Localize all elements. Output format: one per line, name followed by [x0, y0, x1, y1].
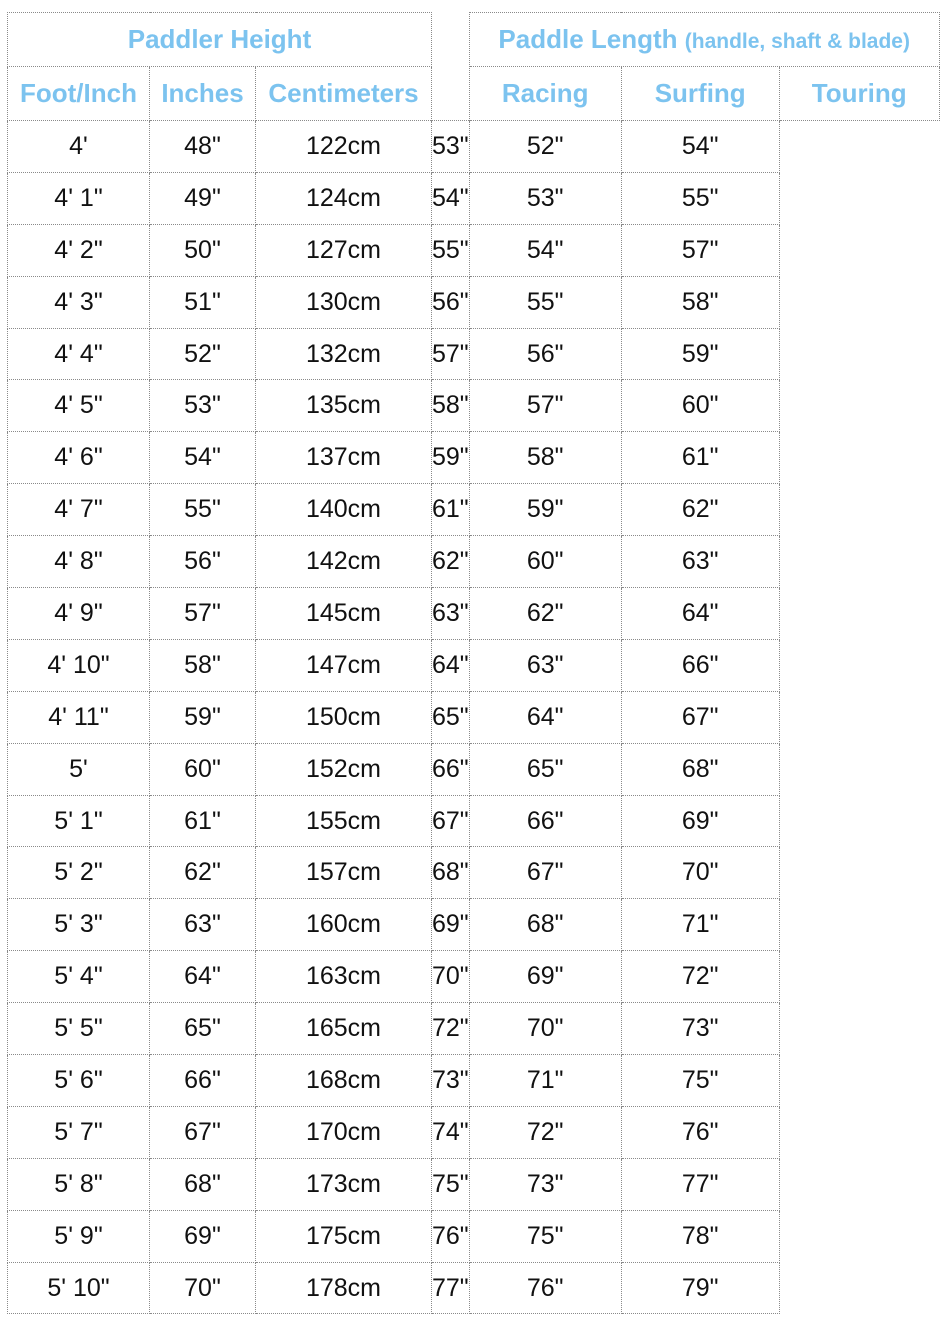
surfing-cell: 63": [469, 639, 621, 691]
table-row: [8, 1003, 940, 1055]
foot-inch-cell: 4' 11": [8, 691, 150, 743]
table-row: [8, 328, 940, 380]
inches-cell: 70": [150, 1262, 256, 1314]
centimeters-cell: 152cm: [256, 743, 432, 795]
surfing-cell: 62": [469, 588, 621, 640]
centimeters-cell: 150cm: [256, 691, 432, 743]
centimeters-cell: 175cm: [256, 1210, 432, 1262]
inches-cell: 69": [150, 1210, 256, 1262]
inches-cell: 54": [150, 432, 256, 484]
surfing-cell: 71": [469, 1055, 621, 1107]
foot-inch-cell: 4' 10": [8, 639, 150, 691]
surfing-cell: 60": [469, 536, 621, 588]
centimeters-cell: 168cm: [256, 1055, 432, 1107]
paddle-length-note: (handle, shaft & blade): [684, 30, 910, 53]
touring-cell: 78": [621, 1210, 779, 1262]
foot-inch-cell: 5' 5": [8, 1003, 150, 1055]
inches-cell: 56": [150, 536, 256, 588]
centimeters-cell: 124cm: [256, 172, 432, 224]
touring-cell: 79": [621, 1262, 779, 1314]
touring-cell: 73": [621, 1003, 779, 1055]
inches-cell: 65": [150, 1003, 256, 1055]
col-header-surfing: Surfing: [621, 67, 779, 121]
touring-cell: 64": [621, 588, 779, 640]
touring-cell: 77": [621, 1158, 779, 1210]
table-row: [8, 1262, 940, 1314]
touring-cell: 55": [621, 172, 779, 224]
touring-cell: 72": [621, 951, 779, 1003]
table-row: [8, 1158, 940, 1210]
racing-cell: 55": [432, 224, 470, 276]
touring-cell: 69": [621, 795, 779, 847]
surfing-cell: 54": [469, 224, 621, 276]
foot-inch-cell: 5' 6": [8, 1055, 150, 1107]
racing-cell: 75": [432, 1158, 470, 1210]
centimeters-cell: 130cm: [256, 276, 432, 328]
racing-cell: 67": [432, 795, 470, 847]
column-header-row: [8, 67, 940, 121]
foot-inch-cell: 4' 9": [8, 588, 150, 640]
inches-cell: 60": [150, 743, 256, 795]
racing-cell: 61": [432, 484, 470, 536]
touring-cell: 61": [621, 432, 779, 484]
foot-inch-cell: 4' 6": [8, 432, 150, 484]
inches-cell: 48": [150, 121, 256, 173]
foot-inch-cell: 4' 5": [8, 380, 150, 432]
inches-cell: 49": [150, 172, 256, 224]
touring-cell: 59": [621, 328, 779, 380]
inches-cell: 59": [150, 691, 256, 743]
touring-cell: 76": [621, 1106, 779, 1158]
surfing-cell: 75": [469, 1210, 621, 1262]
col-header-foot-inch: Foot/Inch: [8, 67, 150, 121]
col-header-inches: Inches: [150, 67, 256, 121]
foot-inch-cell: 4' 3": [8, 276, 150, 328]
inches-cell: 55": [150, 484, 256, 536]
centimeters-cell: 132cm: [256, 328, 432, 380]
touring-cell: 63": [621, 536, 779, 588]
foot-inch-cell: 5' 2": [8, 847, 150, 899]
inches-cell: 61": [150, 795, 256, 847]
col-header-racing: Racing: [469, 67, 621, 121]
surfing-cell: 58": [469, 432, 621, 484]
racing-cell: 53": [432, 121, 470, 173]
racing-cell: 66": [432, 743, 470, 795]
size-chart: [7, 12, 940, 1314]
centimeters-cell: 157cm: [256, 847, 432, 899]
table-row: [8, 484, 940, 536]
surfing-cell: 57": [469, 380, 621, 432]
foot-inch-cell: 4' 4": [8, 328, 150, 380]
group-header-row: [8, 13, 940, 67]
touring-cell: 67": [621, 691, 779, 743]
racing-cell: 56": [432, 276, 470, 328]
surfing-cell: 67": [469, 847, 621, 899]
inches-cell: 68": [150, 1158, 256, 1210]
centimeters-cell: 145cm: [256, 588, 432, 640]
centimeters-cell: 135cm: [256, 380, 432, 432]
racing-cell: 69": [432, 899, 470, 951]
foot-inch-cell: 5' 1": [8, 795, 150, 847]
surfing-cell: 64": [469, 691, 621, 743]
inches-cell: 53": [150, 380, 256, 432]
inches-cell: 57": [150, 588, 256, 640]
racing-cell: 63": [432, 588, 470, 640]
inches-cell: 66": [150, 1055, 256, 1107]
inches-cell: 64": [150, 951, 256, 1003]
table-row: [8, 639, 940, 691]
touring-cell: 66": [621, 639, 779, 691]
centimeters-cell: 173cm: [256, 1158, 432, 1210]
surfing-cell: 52": [469, 121, 621, 173]
surfing-cell: 68": [469, 899, 621, 951]
centimeters-cell: 178cm: [256, 1262, 432, 1314]
surfing-cell: 66": [469, 795, 621, 847]
surfing-cell: 76": [469, 1262, 621, 1314]
touring-cell: 75": [621, 1055, 779, 1107]
touring-cell: 70": [621, 847, 779, 899]
paddle-length-title: Paddle Length: [498, 24, 678, 54]
surfing-cell: 56": [469, 328, 621, 380]
column-gap: [432, 13, 470, 121]
racing-cell: 62": [432, 536, 470, 588]
paddler-height-header: Paddler Height: [8, 13, 432, 67]
centimeters-cell: 127cm: [256, 224, 432, 276]
surfing-cell: 55": [469, 276, 621, 328]
foot-inch-cell: 5' 9": [8, 1210, 150, 1262]
foot-inch-cell: 5' 4": [8, 951, 150, 1003]
col-header-touring: Touring: [779, 67, 939, 121]
surfing-cell: 53": [469, 172, 621, 224]
table-row: [8, 1106, 940, 1158]
surfing-cell: 72": [469, 1106, 621, 1158]
touring-cell: 57": [621, 224, 779, 276]
table-row: [8, 951, 940, 1003]
racing-cell: 72": [432, 1003, 470, 1055]
table-row: [8, 743, 940, 795]
touring-cell: 54": [621, 121, 779, 173]
touring-cell: 71": [621, 899, 779, 951]
surfing-cell: 69": [469, 951, 621, 1003]
table-row: [8, 121, 940, 173]
foot-inch-cell: 5' 3": [8, 899, 150, 951]
racing-cell: 65": [432, 691, 470, 743]
racing-cell: 58": [432, 380, 470, 432]
foot-inch-cell: 4' 7": [8, 484, 150, 536]
centimeters-cell: 140cm: [256, 484, 432, 536]
surfing-cell: 65": [469, 743, 621, 795]
inches-cell: 52": [150, 328, 256, 380]
foot-inch-cell: 4' 8": [8, 536, 150, 588]
table-row: [8, 1055, 940, 1107]
touring-cell: 68": [621, 743, 779, 795]
centimeters-cell: 137cm: [256, 432, 432, 484]
table-row: [8, 588, 940, 640]
foot-inch-cell: 5' 8": [8, 1158, 150, 1210]
col-header-centimeters: Centimeters: [256, 67, 432, 121]
table-row: [8, 691, 940, 743]
table-row: [8, 795, 940, 847]
paddle-length-table: [7, 12, 940, 1314]
touring-cell: 58": [621, 276, 779, 328]
foot-inch-cell: 4' 1": [8, 172, 150, 224]
foot-inch-cell: 5' 10": [8, 1262, 150, 1314]
table-body: [8, 121, 940, 1314]
touring-cell: 60": [621, 380, 779, 432]
racing-cell: 77": [432, 1262, 470, 1314]
foot-inch-cell: 5' 7": [8, 1106, 150, 1158]
table-row: [8, 224, 940, 276]
table-row: [8, 172, 940, 224]
inches-cell: 51": [150, 276, 256, 328]
foot-inch-cell: 5': [8, 743, 150, 795]
inches-cell: 67": [150, 1106, 256, 1158]
racing-cell: 76": [432, 1210, 470, 1262]
centimeters-cell: 142cm: [256, 536, 432, 588]
inches-cell: 50": [150, 224, 256, 276]
racing-cell: 54": [432, 172, 470, 224]
paddle-length-header: [469, 13, 939, 67]
surfing-cell: 59": [469, 484, 621, 536]
table-row: [8, 536, 940, 588]
table-row: [8, 432, 940, 484]
racing-cell: 64": [432, 639, 470, 691]
table-row: [8, 847, 940, 899]
foot-inch-cell: 4': [8, 121, 150, 173]
centimeters-cell: 165cm: [256, 1003, 432, 1055]
centimeters-cell: 170cm: [256, 1106, 432, 1158]
racing-cell: 59": [432, 432, 470, 484]
centimeters-cell: 122cm: [256, 121, 432, 173]
surfing-cell: 70": [469, 1003, 621, 1055]
centimeters-cell: 155cm: [256, 795, 432, 847]
centimeters-cell: 163cm: [256, 951, 432, 1003]
inches-cell: 58": [150, 639, 256, 691]
racing-cell: 74": [432, 1106, 470, 1158]
racing-cell: 57": [432, 328, 470, 380]
surfing-cell: 73": [469, 1158, 621, 1210]
racing-cell: 70": [432, 951, 470, 1003]
centimeters-cell: 147cm: [256, 639, 432, 691]
foot-inch-cell: 4' 2": [8, 224, 150, 276]
table-row: [8, 899, 940, 951]
racing-cell: 73": [432, 1055, 470, 1107]
racing-cell: 68": [432, 847, 470, 899]
inches-cell: 62": [150, 847, 256, 899]
table-row: [8, 1210, 940, 1262]
table-row: [8, 276, 940, 328]
table-row: [8, 380, 940, 432]
centimeters-cell: 160cm: [256, 899, 432, 951]
touring-cell: 62": [621, 484, 779, 536]
inches-cell: 63": [150, 899, 256, 951]
